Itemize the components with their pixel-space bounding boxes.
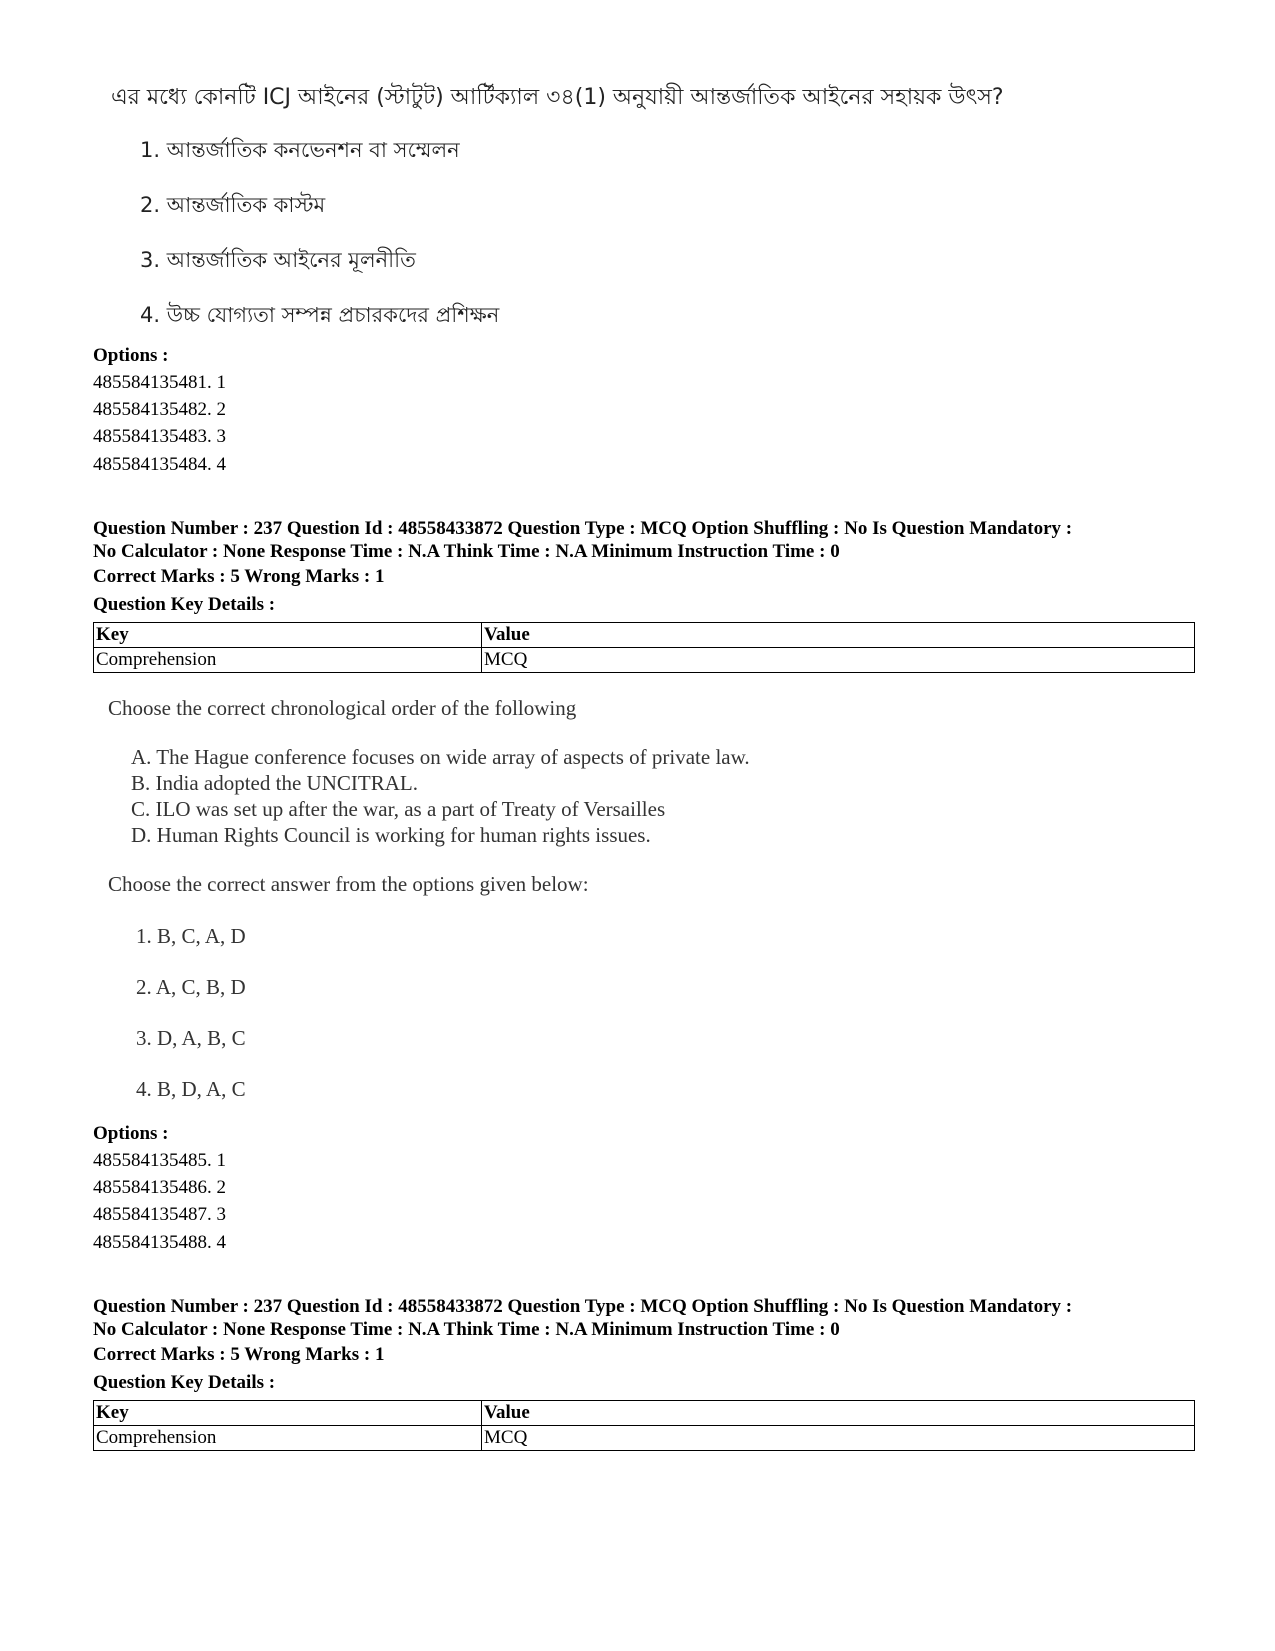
table-row (94, 1426, 1195, 1451)
q3-key-details-label: Question Key Details : (93, 1372, 276, 1393)
q2-options-label: Options : (93, 1123, 169, 1144)
q2-statement-b: B. India adopted the UNCITRAL. (131, 771, 418, 795)
q1-option-4: 485584135484. 4 (93, 454, 226, 475)
q2-choice-1: 1. B, C, A, D (136, 924, 246, 948)
q2-meta-line1: Question Number : 237 Question Id : 48558433872 Question Type : MCQ Option Shuffling : No Is Question Mandatory : (93, 518, 1073, 539)
q1-choice-2: 2. আন্তর্জাতিক কাস্টম (140, 193, 326, 217)
q2-value-header: Value (482, 623, 1195, 648)
q2-choice-3: 3. D, A, B, C (136, 1026, 246, 1050)
q2-option-3: 485584135487. 3 (93, 1204, 226, 1225)
q2-key-cell: Comprehension (94, 648, 482, 673)
q2-key-table-header (94, 623, 1195, 648)
q2-key-table (93, 622, 1195, 673)
q2-marks: Correct Marks : 5 Wrong Marks : 1 (93, 566, 385, 587)
q1-option-1: 485584135481. 1 (93, 372, 226, 393)
q1-options-label: Options : (93, 345, 169, 366)
q1-choice-4: 4. উচ্চ যোগ্যতা সম্পন্ন প্রচারকদের প্রশিক্ষন (140, 303, 500, 327)
q2-prompt: Choose the correct chronological order of the following (108, 696, 577, 720)
q2-statement-a: A. The Hague conference focuses on wide array of aspects of private law. (131, 745, 750, 769)
q3-key-table-header (94, 1401, 1195, 1426)
q3-key-header: Key (94, 1401, 482, 1426)
q3-key-cell: Comprehension (94, 1426, 482, 1451)
q2-key-details-label: Question Key Details : (93, 594, 276, 615)
q1-choice-1: 1. আন্তর্জাতিক কনভেনশন বা সম্মেলন (140, 138, 460, 162)
q2-statement-c: C. ILO was set up after the war, as a part of Treaty of Versailles (131, 797, 666, 821)
q2-option-1: 485584135485. 1 (93, 1150, 226, 1171)
q2-meta (93, 517, 1193, 563)
q3-meta-line2: No Calculator : None Response Time : N.A Think Time : N.A Minimum Instruction Time : 0 (93, 1319, 840, 1340)
q3-value-cell: MCQ (482, 1426, 1195, 1451)
q2-choice-4: 4. B, D, A, C (136, 1077, 246, 1101)
q2-statement-d: D. Human Rights Council is working for human rights issues. (131, 823, 651, 847)
q2-instruction: Choose the correct answer from the options given below: (108, 872, 589, 896)
q2-meta-line2: No Calculator : None Response Time : N.A Think Time : N.A Minimum Instruction Time : 0 (93, 541, 840, 562)
q3-meta-line1: Question Number : 237 Question Id : 48558433872 Question Type : MCQ Option Shuffling : No Is Question Mandatory : (93, 1296, 1073, 1317)
q1-prompt: এর মধ্যে কোনটি ICJ আইনের (স্টাটুট) আর্টিক্যাল ৩৪(1) অনুযায়ী আন্তর্জাতিক আইনের সহায়ক উৎস? (111, 85, 1004, 110)
q3-value-header: Value (482, 1401, 1195, 1426)
q2-key-header: Key (94, 623, 482, 648)
q1-option-2: 485584135482. 2 (93, 399, 226, 420)
q2-choice-2: 2. A, C, B, D (136, 975, 246, 999)
q2-value-cell: MCQ (482, 648, 1195, 673)
q2-option-4: 485584135488. 4 (93, 1232, 226, 1253)
q1-choice-3: 3. আন্তর্জাতিক আইনের মূলনীতি (140, 248, 416, 272)
q3-key-table (93, 1400, 1195, 1451)
q2-option-2: 485584135486. 2 (93, 1177, 226, 1198)
q1-option-3: 485584135483. 3 (93, 426, 226, 447)
q3-meta (93, 1295, 1193, 1341)
q3-marks: Correct Marks : 5 Wrong Marks : 1 (93, 1344, 385, 1365)
table-row (94, 648, 1195, 673)
